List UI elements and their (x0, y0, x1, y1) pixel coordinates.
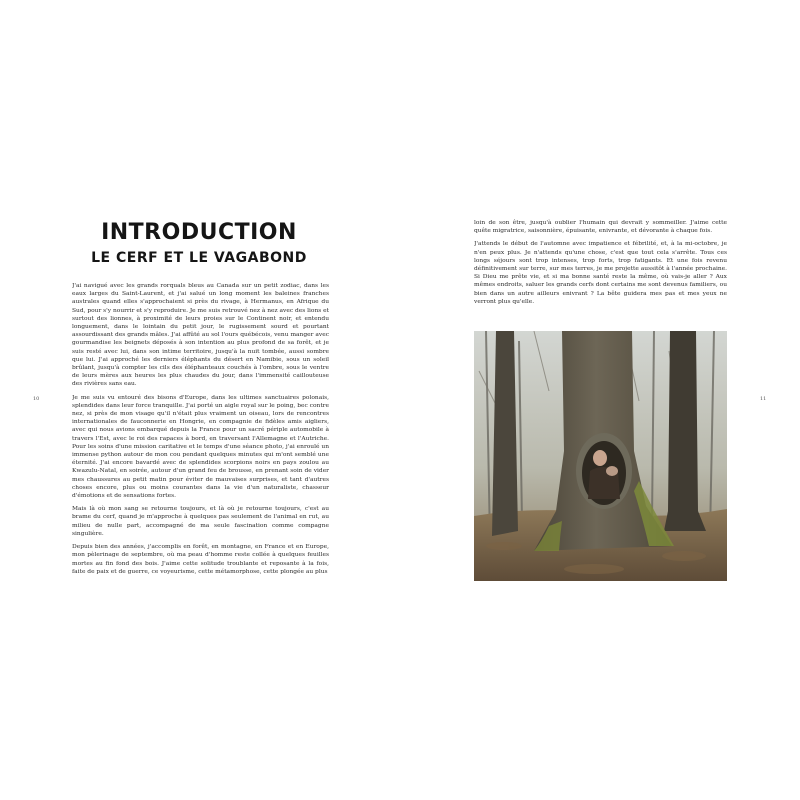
paragraph: J'ai navigué avec les grands rorquals bleus au Canada sur un petit zodiac, dans les eaux larges du Saint-Laurent, et j'ai salué un long moment les baleines franches australes quand elles s'approchaient si près du rivage, à Hermanus, en Afrique du Sud, pour s'y nourrir et s'y reproduire. Je me suis retrouvé nez à nez avec des lions et surtout des lionnes, à proximité de leurs proies sur le Continent noir, et entendu longuement, dans le lointain du petit jour, le rugissement sourd et pourtant assourdissant des grands mâles. J'ai affûté au sol l'ours québécois, venu manger avec gourmandise les beignets déposés à son intention au plus profond de sa forêt, et je suis resté avec lui, dans son intime territoire, jusqu'à la nuit tombée, aussi sombre que lui. J'ai approché les derniers éléphants du désert en Namibie, sous un soleil brûlant, jusqu'à compter les cils des éléphanteaux couchés à l'ombre, sous le ventre de leurs mères aux heures les plus chaudes du jour, dans l'immensité caillouteuse des rivières sans eau. (72, 283, 329, 388)
paragraph: Depuis bien des années, j'accomplis en forêt, en montagne, en France et en Europe, mon pèlerinage de septembre, où ma peau d'homme reste collée à quelques feuilles mortes au fin fond des bois. J'aime cette solitude troublante et reposante à la fois, faite de paix et de guerre, ce voyeurisme, cette métamorphose, cette plongée au plus (72, 544, 329, 575)
page-number-right: 11 (760, 396, 767, 402)
chapter-title: INTRODUCTION (101, 220, 297, 245)
forest-tree-photo (474, 331, 727, 581)
paragraph: loin de son être, jusqu'à oublier l'humain qui devrait y sommeiller. J'aime cette quête migratrice, saisonnière, épuisante, enivrante, et dévorante à chaque fois. (474, 220, 727, 235)
left-text-column (72, 282, 329, 588)
photo-illustration (474, 331, 727, 581)
paragraph: Je me suis vu entouré des bisons d'Europe, dans les ultimes sanctuaires polonais, splendides dans leur force tranquille. J'ai porté un aigle royal sur le poing, bec contre nez, si près de mon visage qu'il n'était plus vraiment un oiseau, lors de rencontres internationales de fauconnerie en Hongrie, en compagnie de fidèles amis aigliers, avec qui nous avions embarqué depuis la France pour un sacré périple automobile à travers l'Est, avec le roi des rapaces à bord, en traversant l'Allemagne et l'Autriche. Pour les soins d'une mission caritative et le temps d'une séance photo, j'ai enroulé un immense python autour de mon cou pendant quelques minutes qui m'ont semblé une éternité. J'ai encore bavardé avec de splendides scorpions noirs en pays zoulou au Kwazulu-Natal, en soirée, autour d'un grand feu de brousse, en prenant soin de vider mes chaussures au petit matin pour éviter de mauvaises surprises, et tant d'autres choses encore, plus ou moins courantes dans la vie d'un naturaliste, chasseur d'émotions et de sensations fortes. (72, 394, 329, 500)
right-text-column (474, 219, 727, 309)
paragraph: Mais là où mon sang se retourne toujours, et là où je retourne toujours, c'est au brame du cerf, quand je m'approche à quelques pas seulement de l'animal en rut, au milieu de nulle part, accompagné de ma seule fascination comme compagne singulière. (72, 506, 329, 537)
paragraph: J'attends le début de l'automne avec impatience et fébrilité, et, à la mi-octobre, je n'en peux plus. Je n'attends qu'une chose, c'est que tout cela s'arrête. Tous ces longs séjours sont trop intenses, trop forts, trop fatigants. Et une fois revenu définitivement sur terre, sur mes terres, je me projette aussitôt à l'année prochaine. Si Dieu me prête vie, et si ma bonne santé reste la même, où vais-je aller ? Aux mêmes endroits, saluer les grands cerfs dont certains me sont devenus familiers, ou bien dans un autre ailleurs enivrant ? La bête guidera mes pas et mes yeux ne verront plus qu'elle. (474, 241, 727, 305)
chapter-subtitle: LE CERF ET LE VAGABOND (91, 250, 307, 266)
page-number-left: 10 (33, 396, 40, 402)
